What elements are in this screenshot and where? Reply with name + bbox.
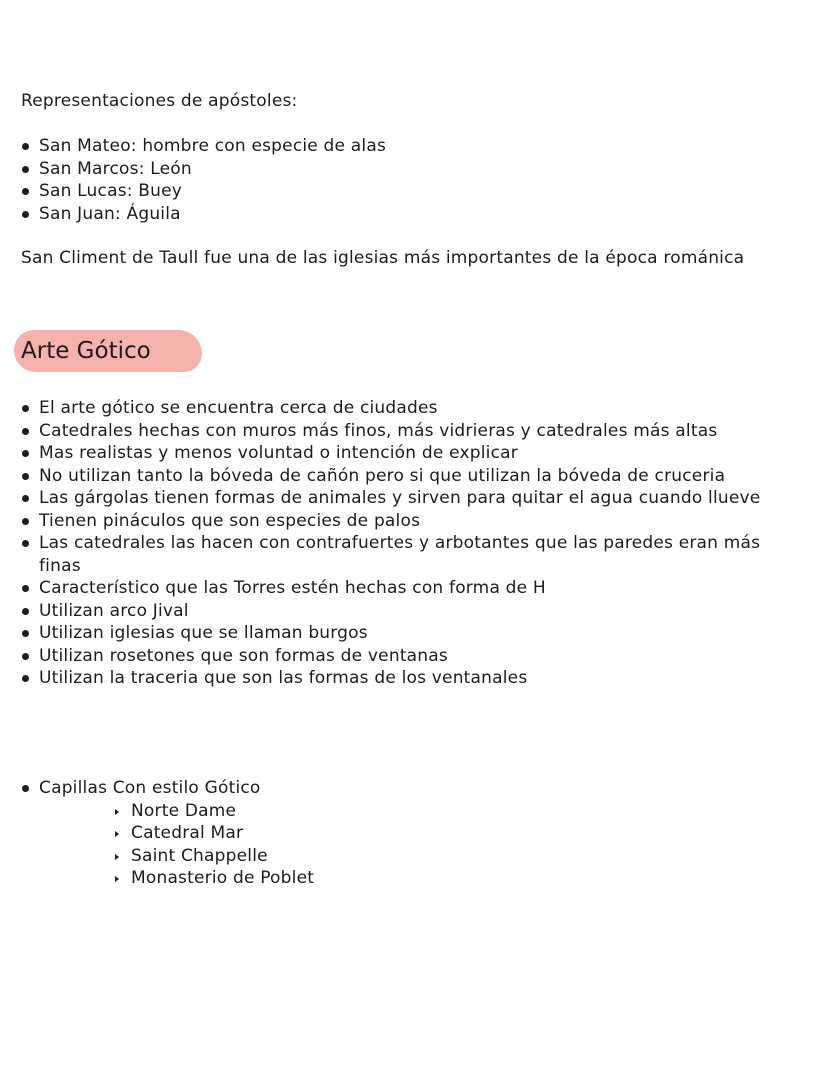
bullet-icon xyxy=(22,540,29,547)
bullet-icon xyxy=(22,188,29,195)
bullet-icon xyxy=(22,495,29,502)
apostles-list xyxy=(21,135,811,225)
sub-list-item: Norte Dame xyxy=(113,800,791,823)
bullet-icon xyxy=(22,450,29,457)
list-item: Utilizan rosetones que son formas de ventanas xyxy=(21,645,791,668)
bullet-icon xyxy=(22,211,29,218)
bullet-icon xyxy=(22,473,29,480)
triangle-bullet-icon xyxy=(115,831,119,837)
taull-paragraph: San Climent de Taull fue una de las iglesias más importantes de la época románica xyxy=(21,248,745,268)
chapels-sublist xyxy=(39,800,791,890)
list-item xyxy=(21,777,791,890)
section-heading-gothic: Arte Gótico xyxy=(21,338,151,364)
sub-list-item: Saint Chappelle xyxy=(113,845,791,868)
sub-list-item: Monasterio de Poblet xyxy=(113,867,791,890)
bullet-icon xyxy=(22,785,29,792)
triangle-bullet-icon xyxy=(115,809,119,815)
list-item: Utilizan arco Jival xyxy=(21,600,791,623)
bullet-icon xyxy=(22,675,29,682)
list-item: San Marcos: León xyxy=(21,158,811,181)
apostles-title: Representaciones de apóstoles: xyxy=(21,91,298,111)
bullet-icon xyxy=(22,405,29,412)
bullet-icon xyxy=(22,143,29,150)
gothic-features-list xyxy=(21,397,791,690)
list-item: Característico que las Torres estén hechas con forma de H xyxy=(21,577,791,600)
list-item: Catedrales hechas con muros más finos, más vidrieras y catedrales más altas xyxy=(21,420,791,443)
list-item: San Juan: Águila xyxy=(21,203,811,226)
list-item: Utilizan la traceria que son las formas de los ventanales xyxy=(21,667,791,690)
list-item: Las catedrales las hacen con contrafuertes y arbotantes que las paredes eran más finas xyxy=(21,532,791,577)
list-item: San Mateo: hombre con especie de alas xyxy=(21,135,811,158)
list-item: Tienen pináculos que son especies de palos xyxy=(21,510,791,533)
chapels-label: Capillas Con estilo Gótico xyxy=(39,778,261,798)
list-item: Mas realistas y menos voluntad o intención de explicar xyxy=(21,442,791,465)
list-item: El arte gótico se encuentra cerca de ciudades xyxy=(21,397,791,420)
bullet-icon xyxy=(22,630,29,637)
bullet-icon xyxy=(22,166,29,173)
list-item: No utilizan tanto la bóveda de cañón pero si que utilizan la bóveda de cruceria xyxy=(21,465,791,488)
sub-list-item: Catedral Mar xyxy=(113,822,791,845)
list-item: Utilizan iglesias que se llaman burgos xyxy=(21,622,791,645)
bullet-icon xyxy=(22,653,29,660)
triangle-bullet-icon xyxy=(115,854,119,860)
bullet-icon xyxy=(22,608,29,615)
triangle-bullet-icon xyxy=(115,876,119,882)
bullet-icon xyxy=(22,428,29,435)
bullet-icon xyxy=(22,518,29,525)
chapels-list xyxy=(21,777,791,890)
bullet-icon xyxy=(22,585,29,592)
list-item: San Lucas: Buey xyxy=(21,180,811,203)
list-item: Las gárgolas tienen formas de animales y sirven para quitar el agua cuando llueve xyxy=(21,487,791,510)
